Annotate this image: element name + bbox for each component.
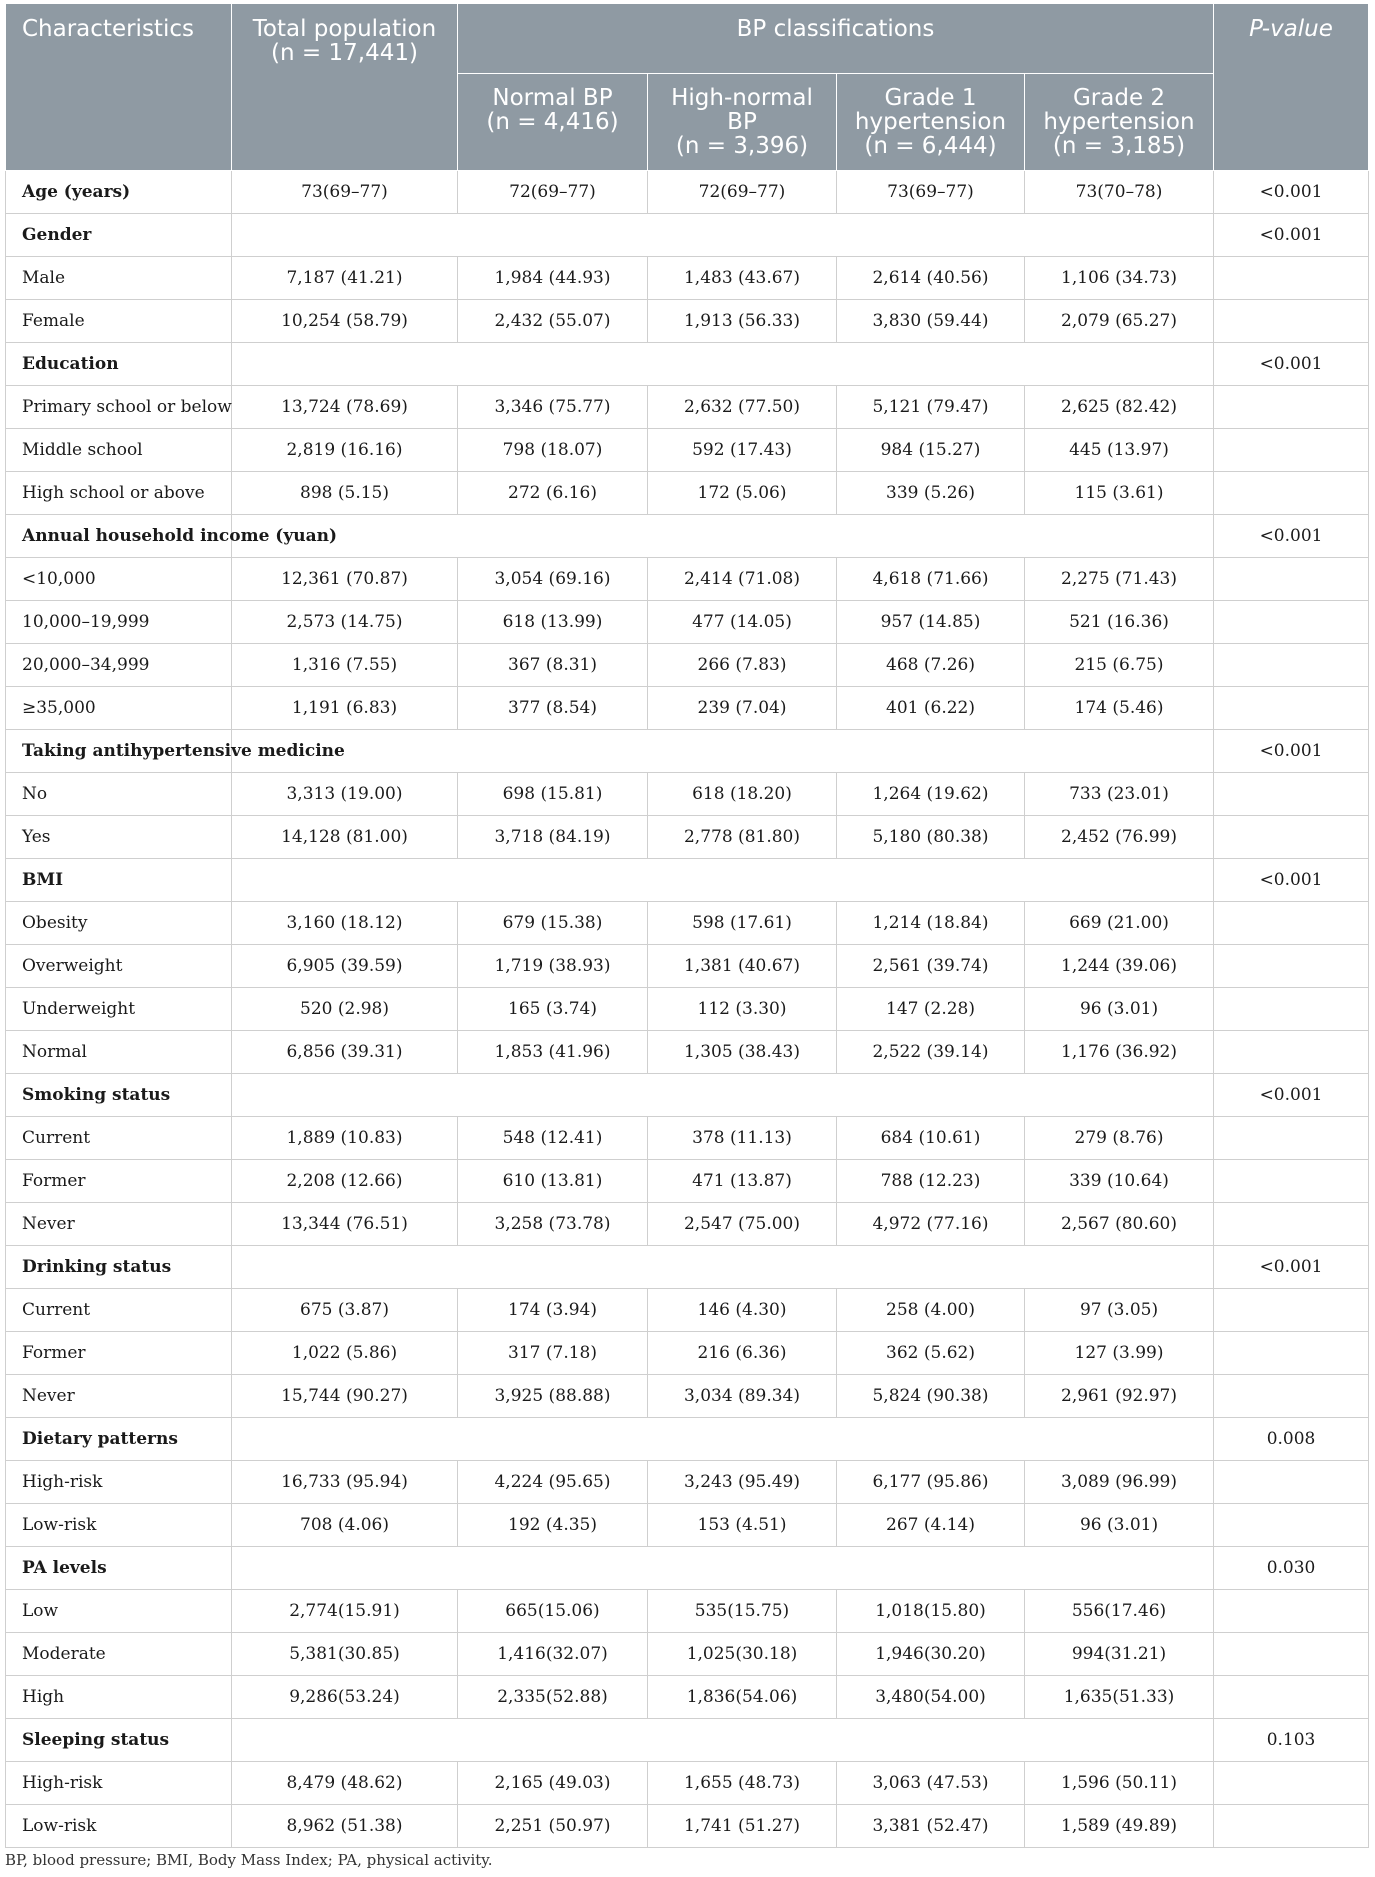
table-row xyxy=(6,1633,1369,1676)
table-cell: 378 (11.13) xyxy=(648,1117,837,1160)
table-cell: 1,741 (51.27) xyxy=(648,1805,837,1848)
header-group-n: (n = 4,416) xyxy=(486,109,619,135)
table-cell: 3,243 (95.49) xyxy=(648,1461,837,1504)
table-cell: 317 (7.18) xyxy=(458,1332,648,1375)
table-row xyxy=(6,687,1369,730)
table-cell: 4,224 (95.65) xyxy=(458,1461,648,1504)
characteristics-table xyxy=(5,3,1369,1848)
table-cell: 165 (3.74) xyxy=(458,988,648,1031)
row-label: High-risk xyxy=(6,1762,232,1805)
table-cell: 1,589 (49.89) xyxy=(1025,1805,1214,1848)
table-cell: 618 (18.20) xyxy=(648,773,837,816)
p-value-cell: <0.001 xyxy=(1214,859,1369,902)
table-cell: 3,925 (88.88) xyxy=(458,1375,648,1418)
row-label: Low xyxy=(6,1590,232,1633)
row-label: Female xyxy=(6,300,232,343)
table-cell: 4,618 (71.66) xyxy=(837,558,1025,601)
table-cell: 556(17.46) xyxy=(1025,1590,1214,1633)
table-cell: 1,025(30.18) xyxy=(648,1633,837,1676)
table-row xyxy=(6,1676,1369,1719)
table-row xyxy=(6,1203,1369,1246)
table-cell: 362 (5.62) xyxy=(837,1332,1025,1375)
table-row xyxy=(6,1805,1369,1848)
p-value-cell xyxy=(1214,300,1369,343)
table-cell: 1,214 (18.84) xyxy=(837,902,1025,945)
header-total-n: (n = 17,441) xyxy=(271,40,418,66)
group-spacer xyxy=(232,343,1214,386)
header-characteristics: Characteristics xyxy=(6,4,232,171)
table-cell: 471 (13.87) xyxy=(648,1160,837,1203)
row-label: ≥35,000 xyxy=(6,687,232,730)
table-cell: 5,381(30.85) xyxy=(232,1633,458,1676)
table-cell: 684 (10.61) xyxy=(837,1117,1025,1160)
group-spacer xyxy=(232,515,1214,558)
table-cell: 2,275 (71.43) xyxy=(1025,558,1214,601)
p-value-cell xyxy=(1214,1203,1369,1246)
table-cell: 339 (10.64) xyxy=(1025,1160,1214,1203)
table-cell: 73(70–78) xyxy=(1025,171,1214,214)
row-label: Drinking status xyxy=(6,1246,232,1289)
table-cell: 8,479 (48.62) xyxy=(232,1762,458,1805)
table-cell: 1,483 (43.67) xyxy=(648,257,837,300)
p-value-cell xyxy=(1214,1762,1369,1805)
table-row xyxy=(6,1461,1369,1504)
table-cell: 127 (3.99) xyxy=(1025,1332,1214,1375)
table-cell: 97 (3.05) xyxy=(1025,1289,1214,1332)
row-label: Age (years) xyxy=(6,171,232,214)
table-cell: 2,625 (82.42) xyxy=(1025,386,1214,429)
table-cell: 6,856 (39.31) xyxy=(232,1031,458,1074)
table-cell: 72(69–77) xyxy=(458,171,648,214)
table-cell: 3,313 (19.00) xyxy=(232,773,458,816)
header-total-population xyxy=(232,4,458,171)
p-value-cell xyxy=(1214,1590,1369,1633)
p-value-cell xyxy=(1214,1117,1369,1160)
table-cell: 1,719 (38.93) xyxy=(458,945,648,988)
table-cell: 1,022 (5.86) xyxy=(232,1332,458,1375)
table-cell: 3,089 (96.99) xyxy=(1025,1461,1214,1504)
table-row xyxy=(6,644,1369,687)
table-cell: 339 (5.26) xyxy=(837,472,1025,515)
table-cell: 592 (17.43) xyxy=(648,429,837,472)
table-cell: 2,561 (39.74) xyxy=(837,945,1025,988)
table-cell: 3,346 (75.77) xyxy=(458,386,648,429)
table-row xyxy=(6,816,1369,859)
table-cell: 1,889 (10.83) xyxy=(232,1117,458,1160)
p-value-cell: 0.008 xyxy=(1214,1418,1369,1461)
p-value-cell xyxy=(1214,902,1369,945)
table-cell: 957 (14.85) xyxy=(837,601,1025,644)
table-footnote: BP, blood pressure; BMI, Body Mass Index; PA, physical activity. xyxy=(5,1851,493,1869)
table-row xyxy=(6,601,1369,644)
row-label: High-risk xyxy=(6,1461,232,1504)
table-cell: 72(69–77) xyxy=(648,171,837,214)
table-row xyxy=(6,171,1369,214)
table-row xyxy=(6,773,1369,816)
table-cell: 3,054 (69.16) xyxy=(458,558,648,601)
table-cell: 174 (3.94) xyxy=(458,1289,648,1332)
table-container xyxy=(5,3,1368,1848)
header-group-label: Normal BP xyxy=(492,85,613,111)
table-cell: 73(69–77) xyxy=(232,171,458,214)
table-cell: 16,733 (95.94) xyxy=(232,1461,458,1504)
row-label: Normal xyxy=(6,1031,232,1074)
table-cell: 2,819 (16.16) xyxy=(232,429,458,472)
table-cell: 2,573 (14.75) xyxy=(232,601,458,644)
table-cell: 2,961 (92.97) xyxy=(1025,1375,1214,1418)
table-cell: 733 (23.01) xyxy=(1025,773,1214,816)
p-value-cell: <0.001 xyxy=(1214,515,1369,558)
header-p-value: P-value xyxy=(1214,4,1369,171)
table-row xyxy=(6,429,1369,472)
table-cell: 1,264 (19.62) xyxy=(837,773,1025,816)
header-group-n: (n = 3,185) xyxy=(1052,133,1186,159)
table-row xyxy=(6,386,1369,429)
table-cell: 3,718 (84.19) xyxy=(458,816,648,859)
group-spacer xyxy=(232,1074,1214,1117)
table-group-row xyxy=(6,730,1369,773)
table-row xyxy=(6,1031,1369,1074)
table-cell: 7,187 (41.21) xyxy=(232,257,458,300)
p-value-cell: <0.001 xyxy=(1214,1246,1369,1289)
row-label: Obesity xyxy=(6,902,232,945)
row-label: Overweight xyxy=(6,945,232,988)
row-label: Low-risk xyxy=(6,1805,232,1848)
table-cell: 96 (3.01) xyxy=(1025,988,1214,1031)
table-cell: 679 (15.38) xyxy=(458,902,648,945)
row-label: Gender xyxy=(6,214,232,257)
table-cell: 1,191 (6.83) xyxy=(232,687,458,730)
p-value-cell xyxy=(1214,945,1369,988)
table-cell: 3,381 (52.47) xyxy=(837,1805,1025,1848)
table-cell: 698 (15.81) xyxy=(458,773,648,816)
p-value-cell xyxy=(1214,1031,1369,1074)
table-row xyxy=(6,1332,1369,1375)
table-cell: 258 (4.00) xyxy=(837,1289,1025,1332)
table-cell: 4,972 (77.16) xyxy=(837,1203,1025,1246)
table-cell: 14,128 (81.00) xyxy=(232,816,458,859)
row-label: Middle school xyxy=(6,429,232,472)
p-value-cell xyxy=(1214,601,1369,644)
group-spacer xyxy=(232,1418,1214,1461)
table-cell: 5,121 (79.47) xyxy=(837,386,1025,429)
table-cell: 3,034 (89.34) xyxy=(648,1375,837,1418)
row-label: Low-risk xyxy=(6,1504,232,1547)
table-row xyxy=(6,1504,1369,1547)
row-label: Education xyxy=(6,343,232,386)
table-cell: 994(31.21) xyxy=(1025,1633,1214,1676)
row-label: Never xyxy=(6,1203,232,1246)
row-label: Former xyxy=(6,1160,232,1203)
p-value-cell: 0.030 xyxy=(1214,1547,1369,1590)
table-cell: 1,853 (41.96) xyxy=(458,1031,648,1074)
table-row xyxy=(6,1590,1369,1633)
table-cell: 279 (8.76) xyxy=(1025,1117,1214,1160)
row-label: Dietary patterns xyxy=(6,1418,232,1461)
table-cell: 2,414 (71.08) xyxy=(648,558,837,601)
p-value-cell xyxy=(1214,1461,1369,1504)
table-row xyxy=(6,472,1369,515)
table-cell: 401 (6.22) xyxy=(837,687,1025,730)
p-value-cell xyxy=(1214,1289,1369,1332)
table-cell: 377 (8.54) xyxy=(458,687,648,730)
p-value-cell: <0.001 xyxy=(1214,214,1369,257)
table-cell: 535(15.75) xyxy=(648,1590,837,1633)
p-value-cell xyxy=(1214,429,1369,472)
table-cell: 598 (17.61) xyxy=(648,902,837,945)
header-bp-classifications: BP classifications xyxy=(458,4,1214,74)
table-cell: 239 (7.04) xyxy=(648,687,837,730)
table-cell: 1,106 (34.73) xyxy=(1025,257,1214,300)
table-cell: 96 (3.01) xyxy=(1025,1504,1214,1547)
group-spacer xyxy=(232,214,1214,257)
table-cell: 1,018(15.80) xyxy=(837,1590,1025,1633)
table-cell: 73(69–77) xyxy=(837,171,1025,214)
table-group-row xyxy=(6,1246,1369,1289)
table-cell: 2,632 (77.50) xyxy=(648,386,837,429)
header-group-grade1 xyxy=(837,74,1025,171)
header-group-label: Grade 1 hypertension xyxy=(854,85,1007,135)
table-cell: 3,258 (73.78) xyxy=(458,1203,648,1246)
table-cell: 445 (13.97) xyxy=(1025,429,1214,472)
header-group-label: Grade 2 hypertension xyxy=(1043,85,1195,135)
table-cell: 2,165 (49.03) xyxy=(458,1762,648,1805)
p-value-cell xyxy=(1214,1633,1369,1676)
table-cell: 798 (18.07) xyxy=(458,429,648,472)
table-cell: 115 (3.61) xyxy=(1025,472,1214,515)
table-cell: 2,432 (55.07) xyxy=(458,300,648,343)
row-label: Male xyxy=(6,257,232,300)
row-label: BMI xyxy=(6,859,232,902)
p-value-cell xyxy=(1214,1676,1369,1719)
row-label: Primary school or below xyxy=(6,386,232,429)
table-cell: 1,596 (50.11) xyxy=(1025,1762,1214,1805)
table-cell: 1,316 (7.55) xyxy=(232,644,458,687)
table-cell: 2,522 (39.14) xyxy=(837,1031,1025,1074)
table-row xyxy=(6,1289,1369,1332)
p-value-cell xyxy=(1214,1332,1369,1375)
table-cell: 1,913 (56.33) xyxy=(648,300,837,343)
p-value-cell xyxy=(1214,1160,1369,1203)
table-cell: 1,176 (36.92) xyxy=(1025,1031,1214,1074)
header-group-label: High-normal BP xyxy=(671,85,813,135)
table-cell: 520 (2.98) xyxy=(232,988,458,1031)
group-spacer xyxy=(232,1719,1214,1762)
table-group-row xyxy=(6,515,1369,558)
p-value-cell xyxy=(1214,1805,1369,1848)
table-cell: 2,452 (76.99) xyxy=(1025,816,1214,859)
table-cell: 1,655 (48.73) xyxy=(648,1762,837,1805)
p-value-cell: <0.001 xyxy=(1214,171,1369,214)
table-cell: 146 (4.30) xyxy=(648,1289,837,1332)
row-label: Sleeping status xyxy=(6,1719,232,1762)
table-body xyxy=(6,171,1369,1848)
table-cell: 172 (5.06) xyxy=(648,472,837,515)
table-cell: 192 (4.35) xyxy=(458,1504,648,1547)
table-cell: 3,160 (18.12) xyxy=(232,902,458,945)
p-value-cell xyxy=(1214,558,1369,601)
row-label: High school or above xyxy=(6,472,232,515)
row-label: 20,000–34,999 xyxy=(6,644,232,687)
table-cell: 1,836(54.06) xyxy=(648,1676,837,1719)
table-cell: 10,254 (58.79) xyxy=(232,300,458,343)
table-cell: 1,244 (39.06) xyxy=(1025,945,1214,988)
header-group-normal-bp xyxy=(458,74,648,171)
table-cell: 2,778 (81.80) xyxy=(648,816,837,859)
p-value-cell xyxy=(1214,687,1369,730)
table-cell: 13,344 (76.51) xyxy=(232,1203,458,1246)
table-cell: 153 (4.51) xyxy=(648,1504,837,1547)
table-cell: 1,635(51.33) xyxy=(1025,1676,1214,1719)
table-cell: 6,905 (39.59) xyxy=(232,945,458,988)
row-label: Current xyxy=(6,1289,232,1332)
group-spacer xyxy=(232,730,1214,773)
row-label: Smoking status xyxy=(6,1074,232,1117)
table-cell: 216 (6.36) xyxy=(648,1332,837,1375)
table-cell: 984 (15.27) xyxy=(837,429,1025,472)
table-cell: 2,079 (65.27) xyxy=(1025,300,1214,343)
table-row xyxy=(6,257,1369,300)
table-row xyxy=(6,945,1369,988)
table-cell: 272 (6.16) xyxy=(458,472,648,515)
table-cell: 12,361 (70.87) xyxy=(232,558,458,601)
table-cell: 708 (4.06) xyxy=(232,1504,458,1547)
row-label: Never xyxy=(6,1375,232,1418)
p-value-cell: 0.103 xyxy=(1214,1719,1369,1762)
table-cell: 3,480(54.00) xyxy=(837,1676,1025,1719)
table-cell: 675 (3.87) xyxy=(232,1289,458,1332)
p-value-cell xyxy=(1214,644,1369,687)
row-label: PA levels xyxy=(6,1547,232,1590)
table-cell: 2,774(15.91) xyxy=(232,1590,458,1633)
group-spacer xyxy=(232,1246,1214,1289)
table-row xyxy=(6,300,1369,343)
table-cell: 1,984 (44.93) xyxy=(458,257,648,300)
table-row xyxy=(6,1762,1369,1805)
p-value-cell xyxy=(1214,472,1369,515)
p-value-cell xyxy=(1214,257,1369,300)
table-cell: 8,962 (51.38) xyxy=(232,1805,458,1848)
table-cell: 13,724 (78.69) xyxy=(232,386,458,429)
table-cell: 521 (16.36) xyxy=(1025,601,1214,644)
header-group-n: (n = 6,444) xyxy=(864,133,997,159)
table-cell: 2,547 (75.00) xyxy=(648,1203,837,1246)
header-group-grade2 xyxy=(1025,74,1214,171)
table-cell: 267 (4.14) xyxy=(837,1504,1025,1547)
table-cell: 898 (5.15) xyxy=(232,472,458,515)
table-row xyxy=(6,1375,1369,1418)
table-cell: 147 (2.28) xyxy=(837,988,1025,1031)
table-group-row xyxy=(6,1074,1369,1117)
row-label: High xyxy=(6,1676,232,1719)
row-label: Annual household income (yuan) xyxy=(6,515,232,558)
table-cell: 2,614 (40.56) xyxy=(837,257,1025,300)
table-group-row xyxy=(6,1719,1369,1762)
table-cell: 788 (12.23) xyxy=(837,1160,1025,1203)
header-group-high-normal-bp xyxy=(648,74,837,171)
p-value-cell: <0.001 xyxy=(1214,730,1369,773)
table-cell: 3,830 (59.44) xyxy=(837,300,1025,343)
table-group-row xyxy=(6,859,1369,902)
table-group-row xyxy=(6,1547,1369,1590)
p-value-cell xyxy=(1214,988,1369,1031)
table-cell: 2,335(52.88) xyxy=(458,1676,648,1719)
header-group-n: (n = 3,396) xyxy=(675,133,809,159)
table-cell: 174 (5.46) xyxy=(1025,687,1214,730)
table-row xyxy=(6,558,1369,601)
p-value-cell xyxy=(1214,773,1369,816)
table-cell: 15,744 (90.27) xyxy=(232,1375,458,1418)
table-row xyxy=(6,1117,1369,1160)
table-cell: 9,286(53.24) xyxy=(232,1676,458,1719)
table-cell: 669 (21.00) xyxy=(1025,902,1214,945)
table-group-row xyxy=(6,1418,1369,1461)
row-label: Former xyxy=(6,1332,232,1375)
table-cell: 5,824 (90.38) xyxy=(837,1375,1025,1418)
table-group-row xyxy=(6,214,1369,257)
table-cell: 3,063 (47.53) xyxy=(837,1762,1025,1805)
table-cell: 2,567 (80.60) xyxy=(1025,1203,1214,1246)
row-label: Current xyxy=(6,1117,232,1160)
table-row xyxy=(6,902,1369,945)
table-cell: 1,416(32.07) xyxy=(458,1633,648,1676)
header-total-label: Total population xyxy=(252,16,437,42)
table-cell: 2,208 (12.66) xyxy=(232,1160,458,1203)
table-cell: 6,177 (95.86) xyxy=(837,1461,1025,1504)
p-value-cell xyxy=(1214,1504,1369,1547)
row-label: <10,000 xyxy=(6,558,232,601)
p-value-cell: <0.001 xyxy=(1214,1074,1369,1117)
table-cell: 1,381 (40.67) xyxy=(648,945,837,988)
p-value-cell xyxy=(1214,1375,1369,1418)
row-label: No xyxy=(6,773,232,816)
table-group-row xyxy=(6,343,1369,386)
table-cell: 367 (8.31) xyxy=(458,644,648,687)
table-cell: 665(15.06) xyxy=(458,1590,648,1633)
table-cell: 112 (3.30) xyxy=(648,988,837,1031)
group-spacer xyxy=(232,859,1214,902)
table-cell: 2,251 (50.97) xyxy=(458,1805,648,1848)
row-label: Moderate xyxy=(6,1633,232,1676)
row-label: Taking antihypertensive medicine xyxy=(6,730,232,773)
table-cell: 1,946(30.20) xyxy=(837,1633,1025,1676)
row-label: 10,000–19,999 xyxy=(6,601,232,644)
table-cell: 215 (6.75) xyxy=(1025,644,1214,687)
row-label: Yes xyxy=(6,816,232,859)
table-cell: 477 (14.05) xyxy=(648,601,837,644)
table-row xyxy=(6,988,1369,1031)
p-value-cell xyxy=(1214,386,1369,429)
table-cell: 5,180 (80.38) xyxy=(837,816,1025,859)
p-value-cell: <0.001 xyxy=(1214,343,1369,386)
table-cell: 1,305 (38.43) xyxy=(648,1031,837,1074)
row-label: Underweight xyxy=(6,988,232,1031)
p-value-cell xyxy=(1214,816,1369,859)
table-cell: 266 (7.83) xyxy=(648,644,837,687)
table-row xyxy=(6,1160,1369,1203)
group-spacer xyxy=(232,1547,1214,1590)
table-cell: 468 (7.26) xyxy=(837,644,1025,687)
table-header xyxy=(6,4,1369,171)
table-cell: 548 (12.41) xyxy=(458,1117,648,1160)
table-cell: 610 (13.81) xyxy=(458,1160,648,1203)
table-cell: 618 (13.99) xyxy=(458,601,648,644)
